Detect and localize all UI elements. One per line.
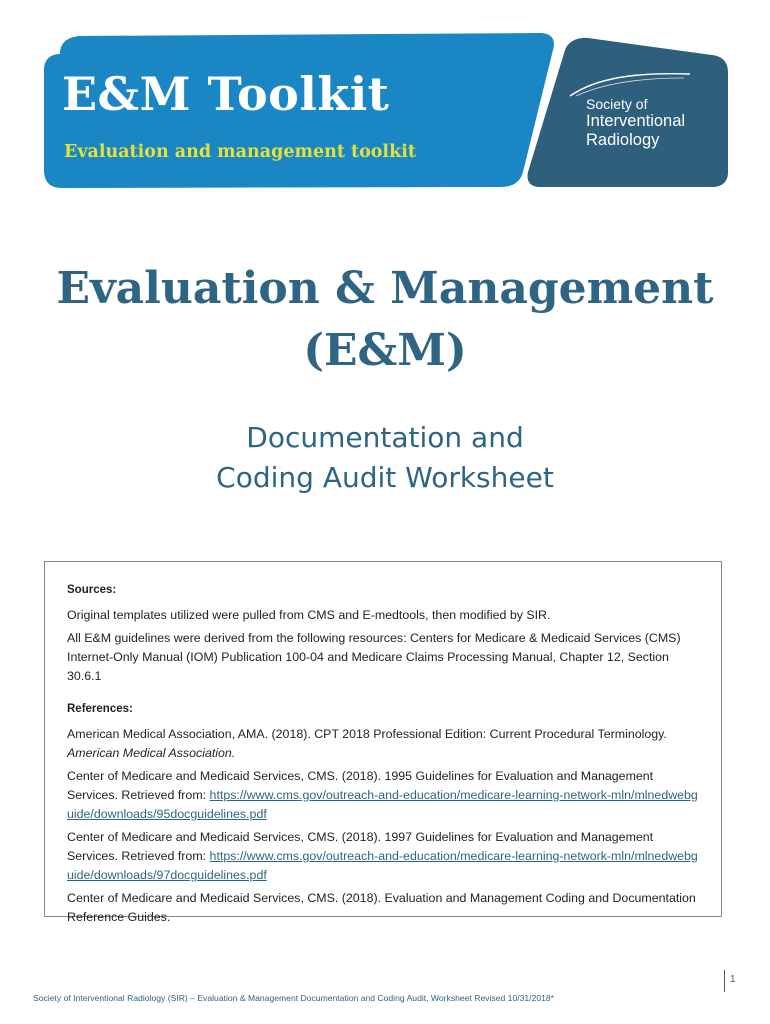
page-title-line2: (E&M) (303, 325, 467, 376)
reference-1-text: American Medical Association, AMA. (2018). CPT 2018 Professional Edition: Current Procedural Terminology. (67, 727, 667, 741)
reference-1-italic: American Medical Association. (67, 746, 236, 760)
logo-society-of: Society of (586, 96, 648, 112)
logo-name-line2: Radiology (586, 131, 660, 149)
reference-3-link[interactable]: https://www.cms.gov/outreach-and-education/medicare-learning-network-mln/mlnedwebguide/downloads/97docguidelines.pdf (67, 849, 698, 882)
page-number: 1 (730, 974, 736, 985)
reference-2-link[interactable]: https://www.cms.gov/outreach-and-education/medicare-learning-network-mln/mlnedwebguide/downloads/95docguidelines.pdf (67, 788, 698, 821)
logo-society-name (586, 112, 685, 150)
page-subtitle (0, 418, 770, 498)
footer-text: Society of Interventional Radiology (SIR) – Evaluation & Management Documentation and Coding Audit, Worksheet Revised 10/31/2018* (33, 993, 555, 1003)
reference-4: Center of Medicare and Medicaid Services, CMS. (2018). Evaluation and Management Coding and Documentation Reference Guides. (67, 891, 696, 924)
reference-3-text: Center of Medicare and Medicaid Services, CMS. (2018). 1997 Guidelines for Evaluation and Management Services. Retrieved from: (67, 830, 654, 863)
page-subtitle-line2: Coding Audit Worksheet (216, 461, 554, 494)
logo-name-line1: Interventional (586, 112, 686, 130)
toolkit-subtitle: Evaluation and management toolkit (64, 142, 416, 162)
reference-3 (67, 828, 699, 885)
page-title (0, 258, 770, 382)
toolkit-title: E&M Toolkit (62, 67, 390, 121)
page-title-line1: Evaluation & Management (56, 263, 714, 314)
reference-2 (67, 767, 699, 824)
references-heading: References: (67, 703, 133, 715)
sources-para1: Original templates utilized were pulled from CMS and E-medtools, then modified by SIR. (67, 608, 551, 622)
sources-para2: All E&M guidelines were derived from the following resources: Centers for Medicare & Medicaid Services (CMS) Internet-Only Manual (IOM) Publication 100-04 and Medicare Claims Processing Manual, Chapter 12, Section 30.6.1 (67, 631, 681, 683)
footer-divider (724, 970, 725, 992)
sources-box (44, 561, 722, 924)
page-subtitle-line1: Documentation and (246, 421, 524, 454)
reference-1 (67, 725, 699, 763)
sources-heading: Sources: (67, 584, 117, 596)
reference-2-text: Center of Medicare and Medicaid Services, CMS. (2018). 1995 Guidelines for Evaluation and Management Services. Retrieved from: (67, 769, 654, 802)
